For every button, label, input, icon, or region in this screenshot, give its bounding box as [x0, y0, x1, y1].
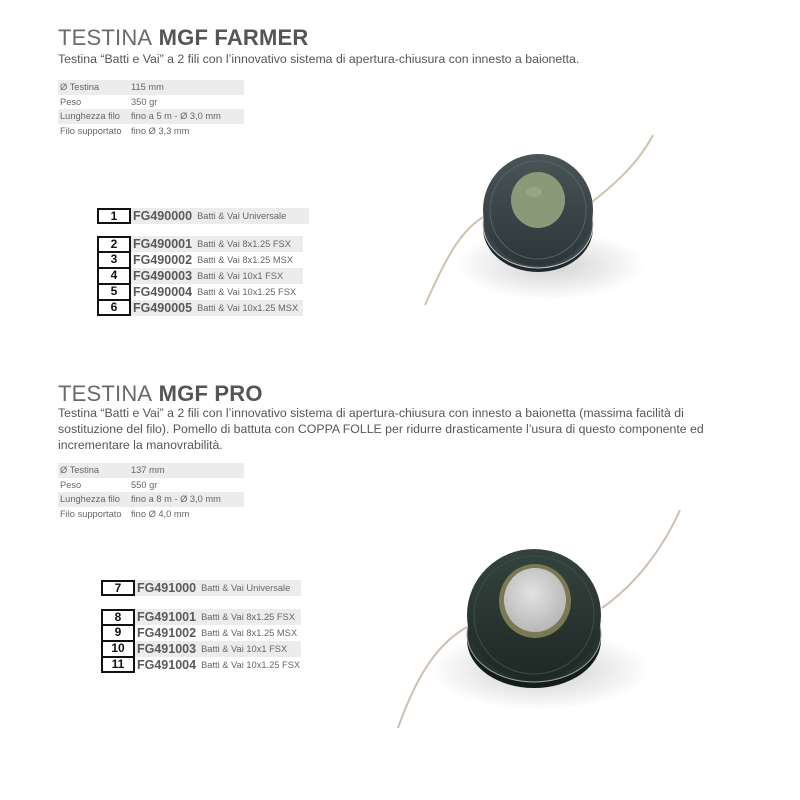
trimmer-head-pro-image: [380, 500, 700, 750]
title-prefix: TESTINA: [58, 25, 153, 50]
product-name: Batti & Vai Universale: [201, 583, 291, 593]
product-code: FG491002: [137, 626, 197, 640]
product-code: FG491000: [137, 581, 197, 595]
product-number: 3: [97, 252, 131, 268]
product-row: [101, 580, 301, 596]
product-number: 2: [97, 236, 131, 252]
spec-key: Ø Testina: [60, 465, 100, 475]
spec-key: Peso: [60, 96, 82, 107]
spec-value: 115 mm: [131, 82, 164, 92]
product-name: Batti & Vai 10x1 FSX: [197, 271, 284, 281]
product-number: 7: [101, 580, 135, 596]
section-title-pro: [58, 381, 263, 407]
product-code: FG491001: [137, 610, 197, 624]
product-code: FG490000: [133, 209, 193, 223]
product-info: [131, 208, 309, 224]
product-number: 4: [97, 268, 131, 284]
product-row: [97, 252, 303, 268]
spec-value: 350 gr: [131, 96, 158, 107]
spec-table: [58, 80, 244, 138]
product-info: [135, 609, 301, 625]
product-code: FG491004: [137, 658, 197, 672]
product-row: [101, 641, 301, 657]
spec-row: [58, 478, 244, 493]
spec-key: Filo supportato: [60, 508, 122, 519]
product-name: Batti & Vai 10x1.25 FSX: [197, 287, 297, 297]
section-title-farmer: [58, 25, 309, 51]
product-info: [131, 300, 303, 316]
product-info: [131, 284, 303, 300]
spec-key: Peso: [60, 479, 82, 490]
product-row: [101, 657, 301, 673]
product-row: [97, 236, 303, 252]
spec-key: Lunghezza filo: [60, 494, 120, 504]
spec-row: [58, 109, 244, 124]
product-row: [97, 268, 303, 284]
product-name: Batti & Vai 8x1.25 FSX: [201, 612, 295, 622]
product-name: Batti & Vai Universale: [197, 211, 287, 221]
product-code: FG490002: [133, 253, 193, 267]
product-number: 5: [97, 284, 131, 300]
product-row: [101, 609, 301, 625]
product-number: 6: [97, 300, 131, 316]
product-description: Testina “Batti e Vai” a 2 fili con l’innovativo sistema di apertura-chiusura con innesto a baionetta.: [58, 52, 580, 66]
product-info: [135, 657, 301, 673]
spec-value: fino a 8 m - Ø 3,0 mm: [131, 494, 221, 504]
product-info: [131, 236, 303, 252]
spec-row: [58, 507, 244, 522]
spec-row: [58, 463, 244, 478]
product-info: [135, 641, 301, 657]
product-code: FG490004: [133, 285, 193, 299]
product-code: FG490001: [133, 237, 193, 251]
product-row: [101, 625, 301, 641]
spec-value: 550 gr: [131, 479, 158, 490]
product-info: [135, 580, 301, 596]
title-product-name: MGF FARMER: [158, 25, 309, 50]
spec-key: Ø Testina: [60, 82, 100, 92]
spec-row: [58, 95, 244, 110]
product-number: 10: [101, 641, 135, 657]
spec-value: fino a 5 m - Ø 3,0 mm: [131, 111, 221, 121]
product-number: 8: [101, 609, 135, 625]
title-prefix: TESTINA: [58, 381, 153, 406]
product-code: FG491003: [137, 642, 197, 656]
title-product-name: MGF PRO: [158, 381, 263, 406]
spec-row: [58, 80, 244, 95]
product-row: [97, 300, 303, 316]
spec-key: Lunghezza filo: [60, 111, 120, 121]
spec-row: [58, 124, 244, 139]
product-name: Batti & Vai 10x1.25 MSX: [197, 303, 299, 313]
product-code: FG490005: [133, 301, 193, 315]
spec-table: [58, 463, 244, 521]
product-info: [131, 268, 303, 284]
product-info: [135, 625, 301, 641]
product-number: 11: [101, 657, 135, 673]
product-number: 9: [101, 625, 135, 641]
product-name: Batti & Vai 8x1.25 MSX: [201, 628, 298, 638]
product-row: [97, 284, 303, 300]
product-description: Testina “Batti e Vai” a 2 fili con l’innovativo sistema di apertura-chiusura con innesto a baionetta (massima facilità di sostituzione del filo). Pomello di battuta con COPPA FOLLE per ridurre drasticamente l’usura di questo componente ed incrementare la manovrabilità.: [58, 406, 704, 452]
trimmer-head-farmer-image: [400, 120, 680, 350]
spec-row: [58, 492, 244, 507]
product-code: FG490003: [133, 269, 193, 283]
spec-key: Filo supportato: [60, 125, 122, 136]
product-name: Batti & Vai 10x1.25 FSX: [201, 660, 301, 670]
spec-value: fino Ø 4,0 mm: [131, 508, 190, 519]
product-number: 1: [97, 208, 131, 224]
product-info: [131, 252, 303, 268]
spec-value: fino Ø 3,3 mm: [131, 125, 190, 136]
product-row: [97, 208, 309, 224]
spec-value: 137 mm: [131, 465, 165, 475]
product-name: Batti & Vai 8x1.25 FSX: [197, 239, 291, 249]
product-name: Batti & Vai 8x1.25 MSX: [197, 255, 294, 265]
product-name: Batti & Vai 10x1 FSX: [201, 644, 288, 654]
